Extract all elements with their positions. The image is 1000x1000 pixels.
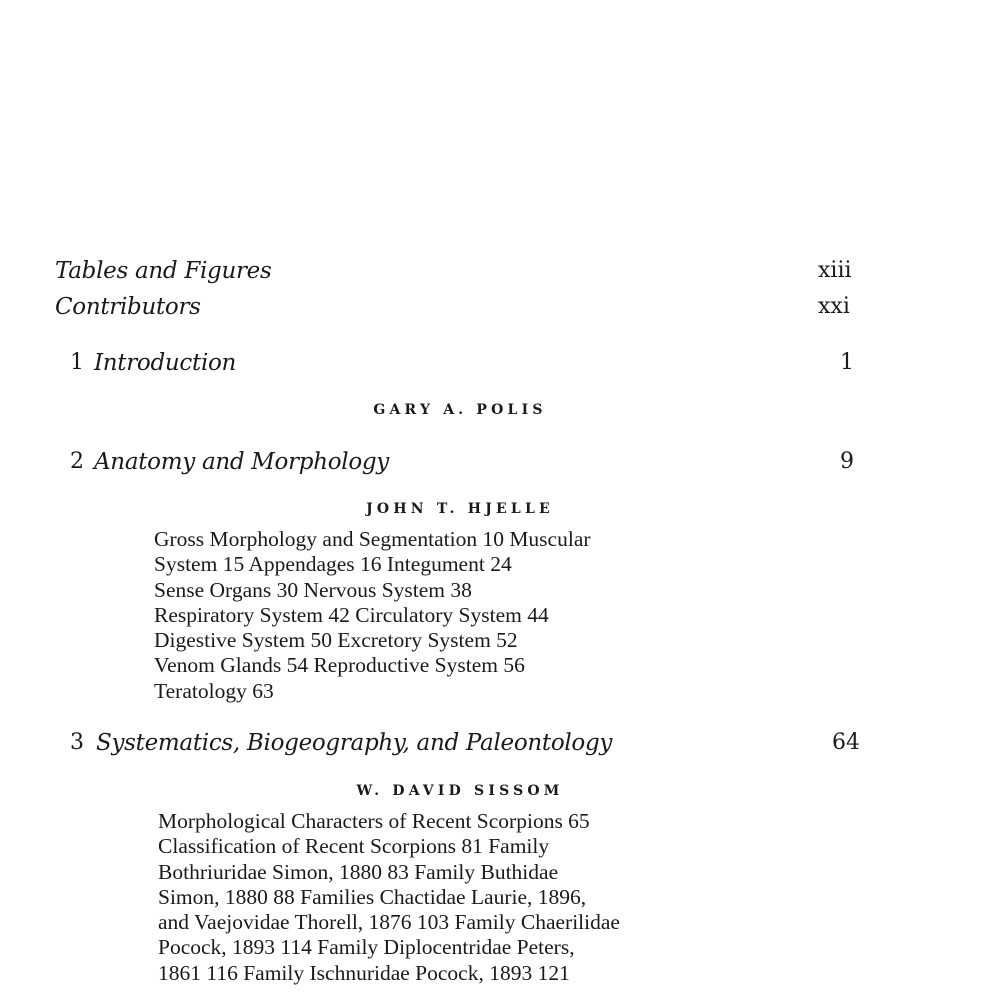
chapter-number: 3 [70, 730, 84, 755]
subsection-line: Gross Morphology and Segmentation 10 Muscular [154, 527, 591, 551]
subsection-line: 1861 116 Family Ischnuridae Pocock, 1893 121 [158, 960, 570, 985]
subsection-line: Respiratory System 42 Circulatory System 44 [154, 602, 549, 627]
subsection-line: System 15 Appendages 16 Integument 24 [154, 552, 512, 577]
toc-entry-contributors[interactable] [0, 294, 1000, 324]
chapter-author: JOHN T. HJELLE [366, 501, 554, 517]
subsection-line: Morphological Characters of Recent Scorpions 65 [158, 809, 590, 833]
chapter-page-number: 64 [832, 730, 860, 755]
subsection-line: and Vaejovidae Thorell, 1876 103 Family Chaerilidae [158, 910, 620, 935]
toc-entry-chapter-1[interactable] [0, 350, 1000, 380]
subsection-line: Bothriuridae Simon, 1880 83 Family Buthidae [158, 859, 559, 884]
chapter-number: 1 [70, 350, 84, 375]
toc-entry-chapter-2[interactable] [0, 449, 1000, 479]
toc-entry-chapter-3[interactable] [0, 730, 1000, 760]
chapter-subsections [158, 809, 620, 986]
subsection-line: Pocock, 1893 114 Family Diplocentridae Peters, [158, 935, 575, 960]
chapter-title: Anatomy and Morphology [94, 449, 389, 475]
chapter-subsections [154, 527, 591, 704]
subsection-line: Simon, 1880 88 Families Chactidae Laurie, 1896, [158, 884, 587, 909]
subsection-line: Classification of Recent Scorpions 81 Family [158, 834, 550, 859]
toc-entry-tables-and-figures[interactable] [0, 258, 1000, 288]
entry-title: Contributors [55, 294, 201, 320]
entry-page-number: xxi [818, 294, 850, 319]
chapter-number: 2 [70, 449, 84, 474]
subsection-line: Digestive System 50 Excretory System 52 [154, 628, 518, 653]
chapter-page-number: 9 [840, 449, 854, 474]
chapter-title: Introduction [94, 350, 237, 376]
subsection-line: Teratology 63 [154, 678, 274, 703]
chapter-page-number: 1 [840, 350, 854, 375]
subsection-line: Venom Glands 54 Reproductive System 56 [154, 653, 525, 678]
entry-page-number: xiii [818, 258, 852, 283]
entry-title: Tables and Figures [55, 258, 272, 284]
chapter-title: Systematics, Biogeography, and Paleontology [96, 730, 613, 756]
chapter-author: GARY A. POLIS [373, 402, 547, 418]
chapter-author: W. DAVID SISSOM [356, 783, 564, 799]
subsection-line: Sense Organs 30 Nervous System 38 [154, 577, 472, 602]
